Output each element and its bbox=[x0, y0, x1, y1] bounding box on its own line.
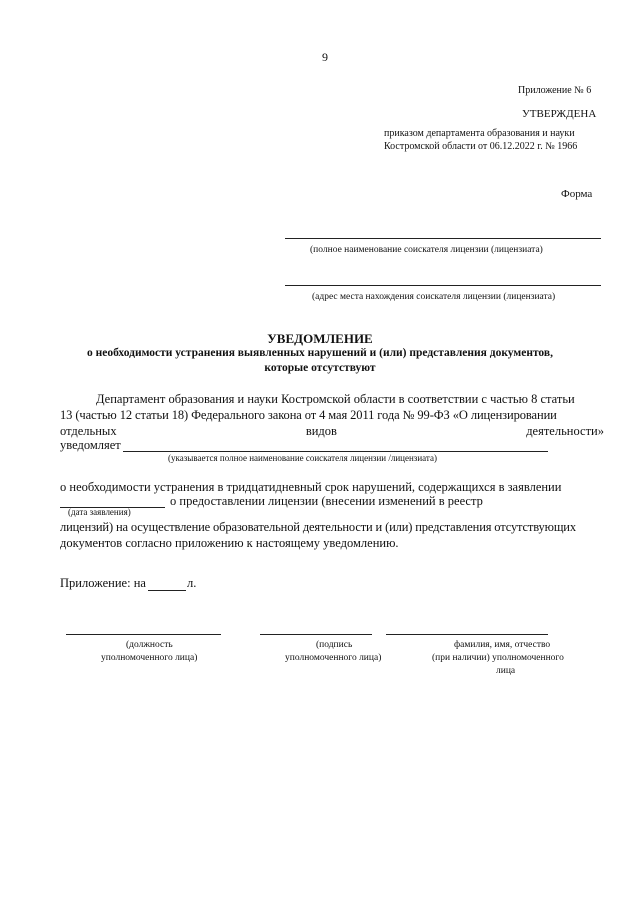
paragraph2-line4: документов согласно приложению к настоящему уведомлению. bbox=[60, 536, 399, 550]
attachment-suffix: л. bbox=[187, 576, 197, 590]
document-title: УВЕДОМЛЕНИЕ bbox=[267, 331, 373, 346]
paragraph1-line2: 13 (частью 12 статьи 18) Федерального закона от 4 мая 2011 года № 99-ФЗ «О лицензировании bbox=[60, 408, 557, 422]
applicant-address-caption: (адрес места нахождения соискателя лицензии (лицензиата) bbox=[312, 292, 556, 302]
notified-party-line bbox=[123, 451, 548, 452]
word-otdelnyh: отдельных bbox=[60, 424, 117, 438]
word-deyatelnosti: деятельности» bbox=[526, 424, 604, 438]
full-name-caption-2: (при наличии) уполномоченного bbox=[432, 653, 564, 663]
full-name-caption-1: фамилия, имя, отчество bbox=[454, 640, 551, 650]
signature-line bbox=[260, 634, 372, 635]
form-label: Форма bbox=[561, 188, 593, 200]
page-number: 9 bbox=[322, 50, 328, 64]
position-caption-2: уполномоченного лица) bbox=[101, 653, 198, 663]
approved-label: УТВЕРЖДЕНА bbox=[522, 108, 597, 120]
signature-caption-2: уполномоченного лица) bbox=[285, 653, 382, 663]
attachment-pages-line bbox=[148, 590, 186, 591]
document-subtitle-2: которые отсутствуют bbox=[264, 362, 376, 374]
applicant-name-line bbox=[285, 238, 601, 239]
applicant-address-line bbox=[285, 285, 601, 286]
paragraph2-line2: о предоставлении лицензии (внесении изменений в реестр bbox=[170, 494, 483, 508]
position-line bbox=[66, 634, 221, 635]
order-line-1: приказом департамента образования и науки bbox=[384, 128, 575, 139]
notified-party-caption: (указывается полное наименование соискателя лицензии /лицензиата) bbox=[168, 453, 437, 463]
document-subtitle-1: о необходимости устранения выявленных нарушений и (или) представления документов, bbox=[87, 347, 553, 359]
appendix-label: Приложение № 6 bbox=[518, 85, 592, 96]
position-caption-1: (должность bbox=[126, 640, 173, 650]
order-line-2: Костромской области от 06.12.2022 г. № 1966 bbox=[384, 141, 578, 152]
paragraph1-line1: Департамент образования и науки Костромской области в соответствии с частью 8 статьи bbox=[96, 392, 575, 406]
full-name-line bbox=[386, 634, 548, 635]
paragraph1-line3 bbox=[60, 424, 604, 439]
signature-caption-1: (подпись bbox=[316, 640, 353, 650]
attachment-prefix: Приложение: на bbox=[60, 576, 146, 590]
paragraph2-line3: лицензий) на осуществление образовательной деятельности и (или) представления отсутствующих bbox=[60, 520, 576, 534]
paragraph2-line1: о необходимости устранения в тридцатидневный срок нарушений, содержащихся в заявлении bbox=[60, 480, 562, 494]
word-vidov: видов bbox=[305, 424, 337, 438]
applicant-name-caption: (полное наименование соискателя лицензии (лицензиата) bbox=[310, 245, 543, 255]
paragraph1-notifies: уведомляет bbox=[60, 438, 121, 452]
full-name-caption-3: лица bbox=[496, 666, 516, 676]
application-date-caption: (дата заявления) bbox=[68, 507, 131, 517]
